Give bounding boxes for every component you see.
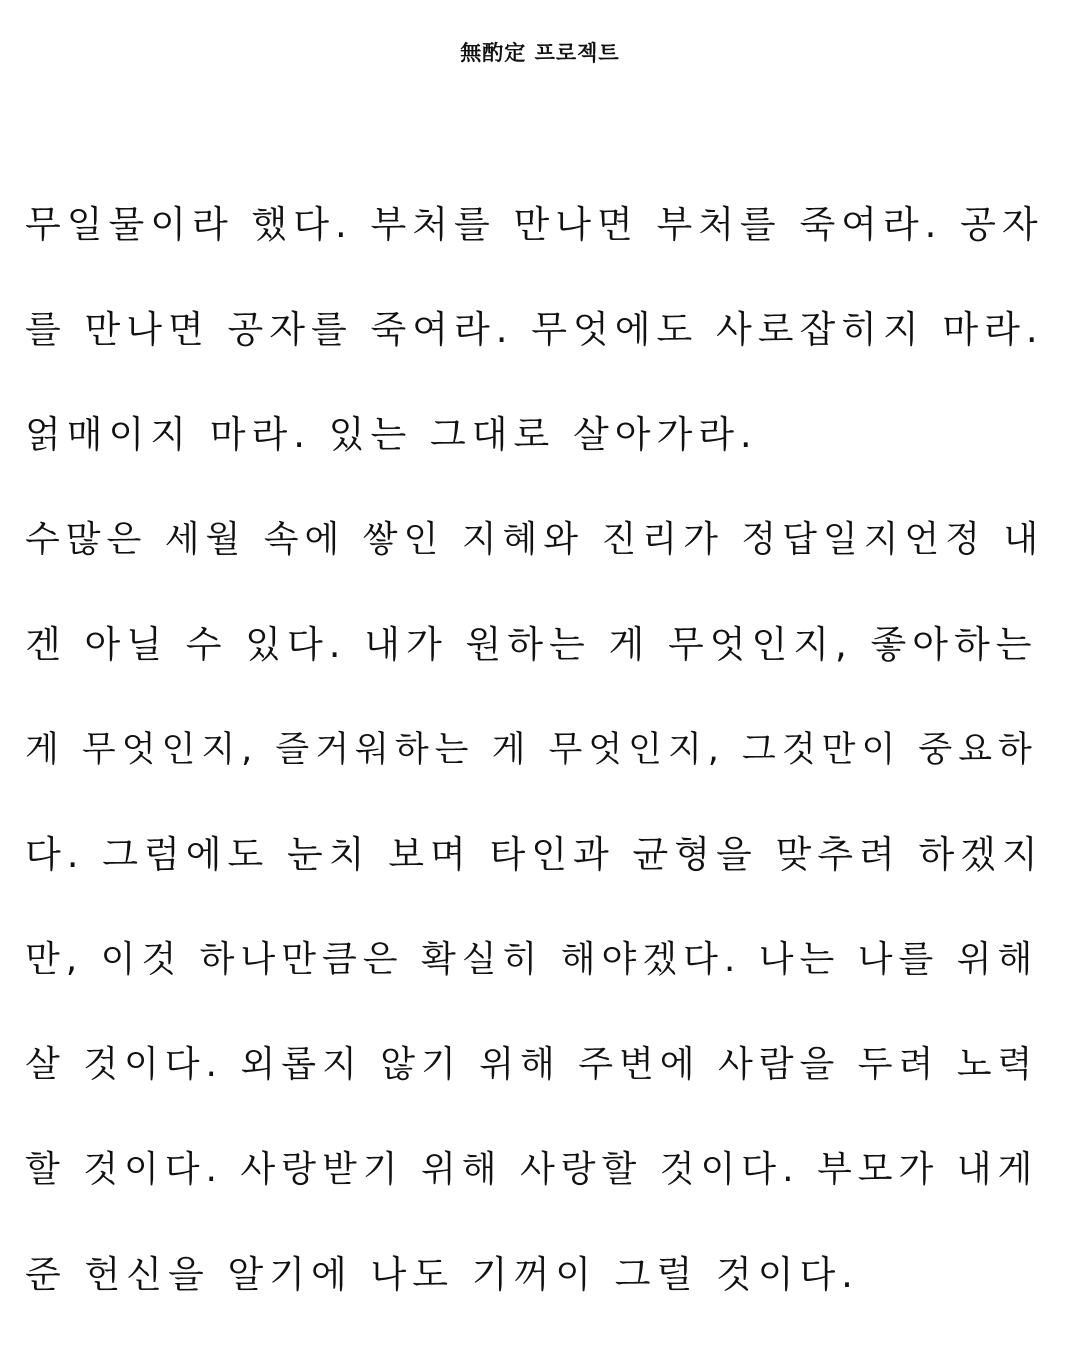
page-title: 無酌定 프로젝트 [460,41,620,65]
text-line: 준 헌신을 알기에 나도 기꺼이 그럴 것이다. [25,1253,859,1296]
text-line: 수많은 세월 속에 쌓인 지혜와 진리가 정답일지언정 내 [25,519,1045,560]
text-line: 얽매이지 마라. 있는 그대로 살아가라. [25,413,758,456]
text-line: 살 것이다. 외롭지 않기 위해 주변에 사람을 두려 노력 [25,1044,1039,1085]
text-line: 겐 아닐 수 있다. 내가 원하는 게 무엇인지, 좋아하는 [25,623,1038,666]
text-line: 무일물이라 했다. 부처를 만나면 부처를 죽여라. 공자 [25,203,1044,246]
body-text [25,190,1055,1345]
text-line: 를 만나면 공자를 죽여라. 무엇에도 사로잡히지 마라. [25,308,1044,351]
text-line: 할 것이다. 사랑받기 위해 사랑할 것이다. 부모가 내게 [25,1149,1039,1190]
text-line: 다. 그럼에도 눈치 보며 타인과 균형을 맞추려 하겠지 [25,833,1044,876]
text-line: 게 무엇인지, 즐거워하는 게 무엇인지, 그것만이 중요하 [25,730,1038,770]
text-line: 만, 이것 하나만큼은 확실히 해야겠다. 나는 나를 위해 [25,939,1039,980]
